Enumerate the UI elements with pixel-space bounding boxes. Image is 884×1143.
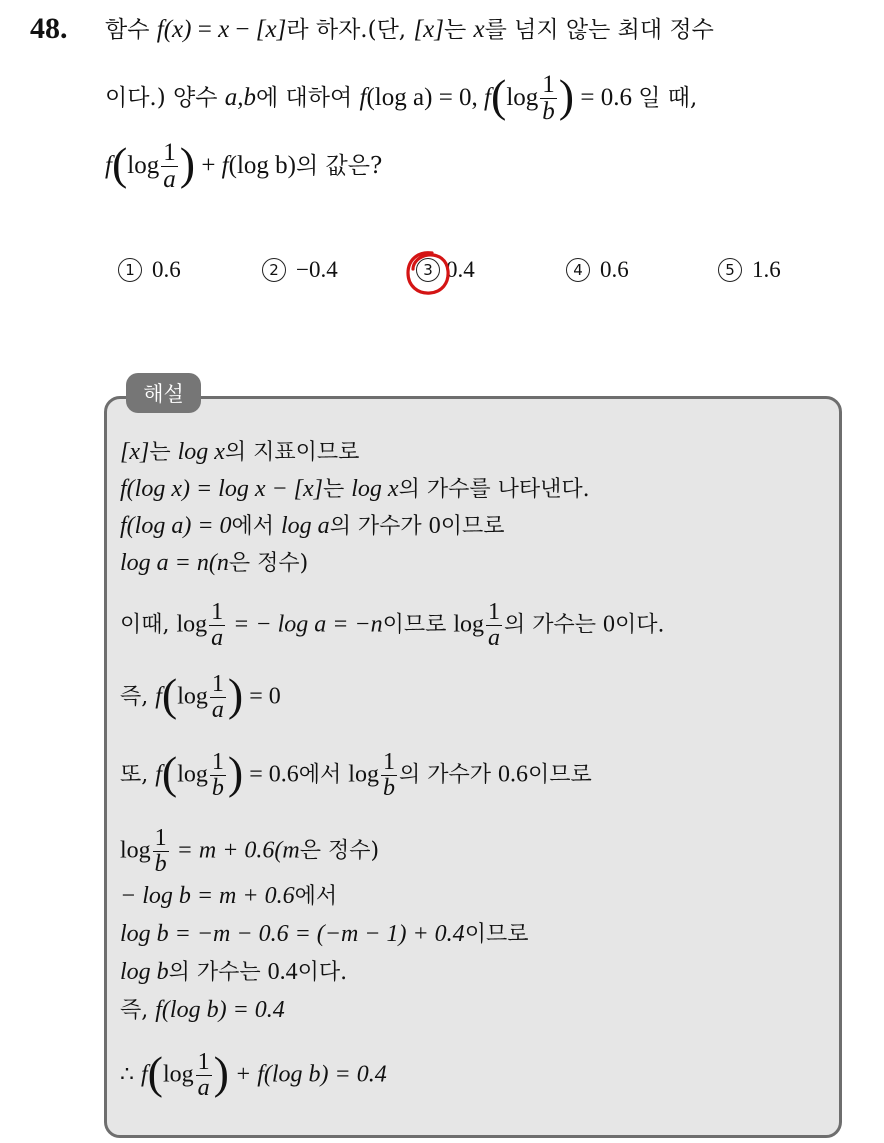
fraction: $\frac{1}{a}$	[197, 1049, 210, 1102]
solution-line-5: 이때, log $\frac{1}{a}$ = − log a = −n이므로 log $\frac{1}{a}$ 의 가수는 0이다.	[120, 599, 665, 652]
question-line-2: 이다.) 양수 a,b에 대하여 f(log a) = 0, f(log $\frac{1}{b}$ ) = 0.6 일 때,	[105, 70, 698, 126]
solution-line-8: log $\frac{1}{b}$ = m + 0.6(m은 정수)	[120, 825, 380, 878]
fraction: $\frac{1}{a}$	[211, 671, 224, 724]
choice-value: 1.6	[752, 257, 781, 282]
fraction: $\frac{1}{a}$	[163, 139, 176, 194]
question-number: 48.	[30, 12, 68, 45]
choice-number: 2	[262, 258, 286, 282]
fraction: $\frac{1}{b}$	[382, 749, 395, 802]
question-line-1: 함수 f(x) = x − [x]라 하자.(단, [x]는 x를 넘지 않는 최대 정수	[105, 16, 714, 43]
fraction: $\frac{1}{a}$	[211, 599, 224, 652]
choice-value: 0.6	[600, 257, 629, 282]
solution-line-13: ∴ f(log $\frac{1}{a}$ ) + f(log b) = 0.4	[120, 1047, 387, 1102]
choice-2[interactable]	[262, 257, 338, 283]
solution-line-12: 즉, f(log b) = 0.4	[120, 997, 285, 1023]
fraction: $\frac{1}{a}$	[488, 599, 501, 652]
choice-5[interactable]	[718, 257, 781, 283]
choice-number: 1	[118, 258, 142, 282]
solution-line-1: [x]는 log x의 지표이므로	[120, 439, 360, 465]
solution-line-4: log a = n(n은 정수)	[120, 550, 309, 576]
solution-line-2: f(log x) = log x − [x]는 log x의 가수를 나타낸다.	[120, 476, 590, 502]
fraction: $\frac{1}{b}$	[542, 71, 555, 126]
choice-1[interactable]	[118, 257, 181, 283]
fraction: $\frac{1}{b}$	[154, 825, 167, 878]
question-line-3: f(log $\frac{1}{a}$ ) + f(log b)의 값은?	[105, 138, 383, 194]
choice-value: 0.4	[446, 257, 475, 282]
solution-line-3: f(log a) = 0에서 log a의 가수가 0이므로	[120, 513, 505, 539]
choice-value: 0.6	[152, 257, 181, 282]
choice-number: 5	[718, 258, 742, 282]
choice-number: 4	[566, 258, 590, 282]
solution-line-6: 즉, f(log $\frac{1}{a}$ ) = 0	[120, 669, 281, 724]
solution-line-11: log b의 가수는 0.4이다.	[120, 959, 348, 985]
solution-line-10: log b = −m − 0.6 = (−m − 1) + 0.4이므로	[120, 921, 529, 947]
solution-line-7: 또, f(log $\frac{1}{b}$ ) = 0.6에서 log $\frac{1}{b}$ 의 가수가 0.6이므로	[120, 747, 592, 802]
fraction: $\frac{1}{b}$	[211, 749, 224, 802]
answer-mark-icon	[402, 247, 454, 299]
choice-value: −0.4	[296, 257, 338, 282]
choice-4[interactable]	[566, 257, 629, 283]
solution-tag: 해설	[126, 373, 201, 413]
choice-number: 3	[416, 258, 440, 282]
solution-line-9: − log b = m + 0.6에서	[120, 883, 338, 909]
